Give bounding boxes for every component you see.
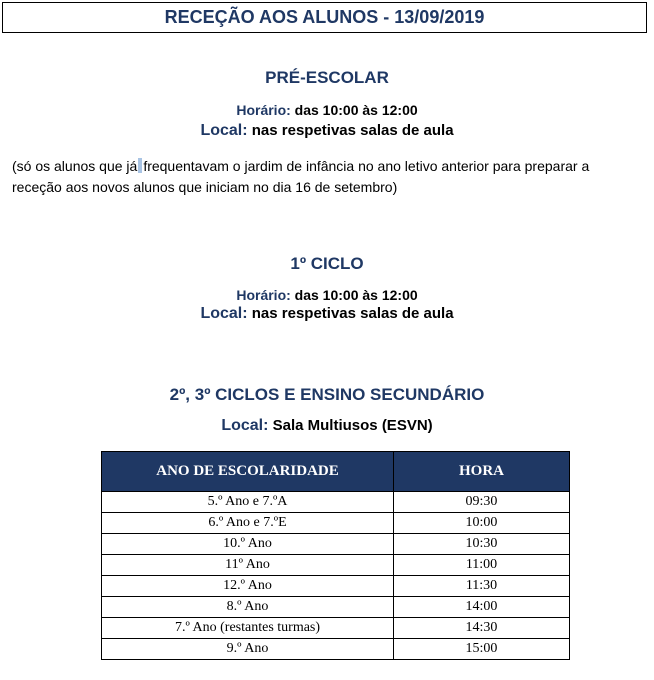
hora-cell: 14:00 xyxy=(394,597,570,618)
ano-cell: 12.º Ano xyxy=(102,576,394,597)
ano-cell: 10.º Ano xyxy=(102,534,394,555)
local-label: Local: xyxy=(221,417,269,434)
local-label: Local: xyxy=(200,122,248,139)
ano-cell: 11º Ano xyxy=(102,555,394,576)
ciclo1-local xyxy=(0,305,654,323)
table-header-row xyxy=(102,452,570,492)
hora-cell: 14:30 xyxy=(394,618,570,639)
horario-label: Horário: xyxy=(236,102,291,118)
table-row xyxy=(102,534,570,555)
schedule-table xyxy=(101,451,570,660)
section-heading-1-ciclo: 1º CICLO xyxy=(290,254,364,273)
table-row xyxy=(102,555,570,576)
hora-cell: 15:00 xyxy=(394,639,570,660)
hora-cell: 11:00 xyxy=(394,555,570,576)
hora-cell: 09:30 xyxy=(394,492,570,513)
ano-cell: 9.º Ano xyxy=(102,639,394,660)
table-row xyxy=(102,513,570,534)
ano-cell: 6.º Ano e 7.ºE xyxy=(102,513,394,534)
pre-escolar-horario xyxy=(0,102,654,118)
hora-cell: 10:30 xyxy=(394,534,570,555)
table-row xyxy=(102,597,570,618)
column-header-ano: ANO DE ESCOLARIDADE xyxy=(102,452,394,492)
note-text-end: frequentavam o jardim de infância no ano letivo anterior para preparar a receção aos novos alunos que iniciam no dia 16 de setembro) xyxy=(12,158,590,195)
table-row xyxy=(102,639,570,660)
note-text-start: (só os alunos que já xyxy=(12,158,138,174)
ciclo1-horario xyxy=(0,287,654,303)
local-label: Local: xyxy=(200,305,248,322)
pre-escolar-local xyxy=(0,122,654,140)
local-value: Sala Multiusos (ESVN) xyxy=(272,417,433,434)
ano-cell: 7.º Ano (restantes turmas) xyxy=(102,618,394,639)
section-heading-2-3-ciclos: 2º, 3º CICLOS E ENSINO SECUNDÁRIO xyxy=(169,385,485,404)
horario-value: das 10:00 às 12:00 xyxy=(294,287,418,303)
ciclos23-local xyxy=(0,417,654,435)
pre-escolar-note xyxy=(12,156,642,198)
horario-value: das 10:00 às 12:00 xyxy=(294,102,418,118)
hora-cell: 11:30 xyxy=(394,576,570,597)
section-heading-pre-escolar: PRÉ-ESCOLAR xyxy=(265,68,389,87)
ano-cell: 8.º Ano xyxy=(102,597,394,618)
hora-cell: 10:00 xyxy=(394,513,570,534)
text-cursor xyxy=(138,158,142,173)
column-header-hora: HORA xyxy=(394,452,570,492)
horario-label: Horário: xyxy=(236,287,291,303)
table-row xyxy=(102,576,570,597)
local-value: nas respetivas salas de aula xyxy=(251,305,454,322)
table-row xyxy=(102,492,570,513)
table-row xyxy=(102,618,570,639)
local-value: nas respetivas salas de aula xyxy=(251,122,454,139)
ano-cell: 5.º Ano e 7.ºA xyxy=(102,492,394,513)
page-title: RECEÇÃO AOS ALUNOS - 13/09/2019 xyxy=(2,2,647,33)
